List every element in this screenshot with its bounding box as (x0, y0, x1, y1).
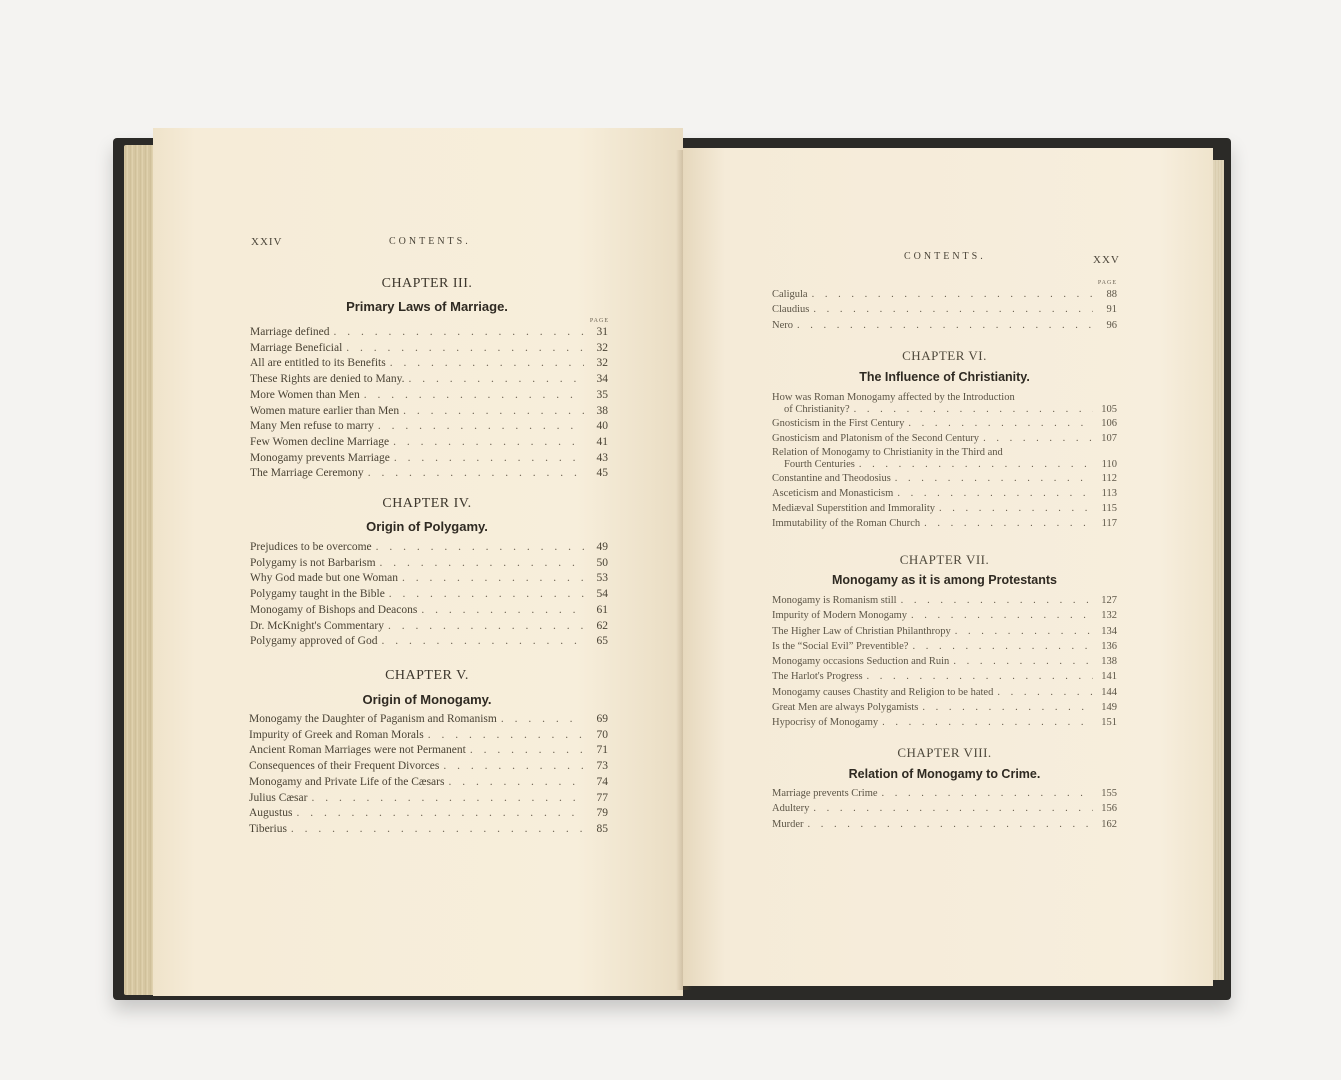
left-running-head: CONTENTS. (389, 236, 471, 247)
toc-entry[interactable]: Monogamy of Bishops and Deacons . . . 61 (250, 603, 608, 619)
chapter-heading: CHAPTER VII. (899, 552, 990, 567)
toc-entry[interactable]: Polygamy taught in the Bible . . . 54 (250, 587, 608, 603)
toc-entry[interactable]: Hypocrisy of Monogamy . . . 151 (772, 715, 1117, 730)
toc-list (772, 593, 1117, 731)
toc-entry[interactable]: Marriage prevents Crime . . . 155 (772, 786, 1117, 801)
toc-entry[interactable]: These Rights are denied to Many. . . . 34 (250, 372, 608, 388)
toc-entry[interactable]: How was Roman Monogamy affected by the Introduction of Christianity? . . . 105 (772, 392, 1117, 416)
chapter-heading: CHAPTER III. (381, 276, 473, 291)
toc-entry[interactable]: Many Men refuse to marry . . . 40 (250, 419, 608, 435)
left-folio: XXIV (251, 236, 283, 248)
toc-entry[interactable]: Why God made but one Woman . . . 53 (250, 571, 608, 587)
toc-entry[interactable]: Relation of Monogamy to Christianity in the Third and Fourth Centuries . . . 110 (772, 447, 1117, 471)
toc-entry[interactable]: Polygamy approved of God . . . 65 (250, 634, 608, 650)
toc-entry[interactable]: Monogamy causes Chastity and Religion to be hated . . . 144 (772, 685, 1117, 700)
chapter-title: Origin of Polygamy. (366, 519, 488, 534)
toc-entry[interactable]: Monogamy prevents Marriage . . . 43 (250, 451, 608, 467)
toc-list (250, 325, 608, 482)
toc-entry[interactable]: Murder . . . 162 (772, 817, 1117, 832)
toc-entry[interactable]: Augustus . . . 79 (249, 806, 608, 822)
toc-entry[interactable]: Consequences of their Frequent Divorces . . . 73 (249, 759, 608, 775)
toc-entry[interactable]: Few Women decline Marriage . . . 41 (250, 435, 608, 451)
chapter-heading: CHAPTER IV. (382, 496, 472, 511)
toc-entry[interactable]: Gnosticism in the First Century . . . 106 (772, 416, 1117, 431)
toc-entry[interactable]: Marriage defined . . . 31 (250, 325, 608, 341)
toc-entry[interactable]: The Harlot's Progress . . . 141 (772, 669, 1117, 684)
chapter-title: The Influence of Christianity. (859, 370, 1030, 384)
toc-entry[interactable]: Caligula . . . 88 (772, 287, 1117, 302)
toc-entry[interactable]: Constantine and Theodosius . . . 112 (772, 471, 1117, 486)
chapter-title: Monogamy as it is among Protestants (831, 573, 1058, 587)
toc-entry[interactable]: Great Men are always Polygamists . . . 149 (772, 700, 1117, 715)
toc-list (772, 392, 1117, 532)
chapter-heading: CHAPTER VI. (902, 348, 987, 363)
chapter-title: Relation of Monogamy to Crime. (848, 767, 1041, 781)
toc-entry[interactable]: Monogamy and Private Life of the Cæsars . . . 74 (249, 775, 608, 791)
chapter-title: Origin of Monogamy. (362, 692, 492, 707)
page-column-label: PAGE (589, 318, 609, 324)
left-page (153, 128, 683, 996)
toc-entry[interactable]: Monogamy occasions Seduction and Ruin . . . 138 (772, 654, 1117, 669)
toc-entry[interactable]: Tiberius . . . 85 (249, 822, 608, 838)
toc-list (772, 287, 1117, 333)
toc-entry[interactable]: Ancient Roman Marriages were not Permanent . . . 71 (249, 743, 608, 759)
toc-entry[interactable]: Julius Cæsar . . . 77 (249, 791, 608, 807)
toc-list (772, 786, 1117, 832)
toc-entry[interactable]: Mediæval Superstition and Immorality . . . 115 (772, 501, 1117, 516)
toc-entry[interactable]: All are entitled to its Benefits . . . 32 (250, 356, 608, 372)
toc-entry[interactable]: Marriage Beneficial . . . 32 (250, 341, 608, 357)
chapter-title: Primary Laws of Marriage. (346, 299, 508, 314)
toc-entry[interactable]: The Marriage Ceremony . . . 45 (250, 466, 608, 482)
right-page (683, 148, 1213, 986)
toc-entry[interactable]: Dr. McKnight's Commentary . . . 62 (250, 619, 608, 635)
toc-entry[interactable]: Monogamy the Daughter of Paganism and Romanism . . . 69 (249, 712, 608, 728)
page-column-label: PAGE (1097, 280, 1117, 286)
toc-entry[interactable]: Gnosticism and Platonism of the Second Century . . . 107 (772, 431, 1117, 446)
toc-list (250, 540, 608, 650)
toc-entry[interactable]: More Women than Men . . . 35 (250, 388, 608, 404)
toc-entry[interactable]: Claudius . . . 91 (772, 302, 1117, 317)
toc-list (249, 712, 608, 838)
right-running-head: CONTENTS. (904, 251, 986, 262)
toc-entry[interactable]: Women mature earlier than Men . . . 38 (250, 404, 608, 420)
toc-entry[interactable]: Polygamy is not Barbarism . . . 50 (250, 556, 608, 572)
toc-entry[interactable]: Immutability of the Roman Church . . . 117 (772, 516, 1117, 531)
toc-entry[interactable]: Prejudices to be overcome . . . 49 (250, 540, 608, 556)
toc-entry[interactable]: Adultery . . . 156 (772, 801, 1117, 816)
right-folio: XXV (1093, 254, 1120, 266)
toc-entry[interactable]: Asceticism and Monasticism . . . 113 (772, 486, 1117, 501)
chapter-heading: CHAPTER V. (385, 668, 469, 683)
toc-entry[interactable]: The Higher Law of Christian Philanthropy . . . 134 (772, 624, 1117, 639)
toc-entry[interactable]: Impurity of Modern Monogamy . . . 132 (772, 608, 1117, 623)
toc-entry[interactable]: Nero . . . 96 (772, 318, 1117, 333)
toc-entry[interactable]: Impurity of Greek and Roman Morals . . . 70 (249, 728, 608, 744)
chapter-heading: CHAPTER VIII. (897, 745, 992, 760)
toc-entry[interactable]: Is the “Social Evil” Preventible? . . . 136 (772, 639, 1117, 654)
toc-entry[interactable]: Monogamy is Romanism still . . . 127 (772, 593, 1117, 608)
